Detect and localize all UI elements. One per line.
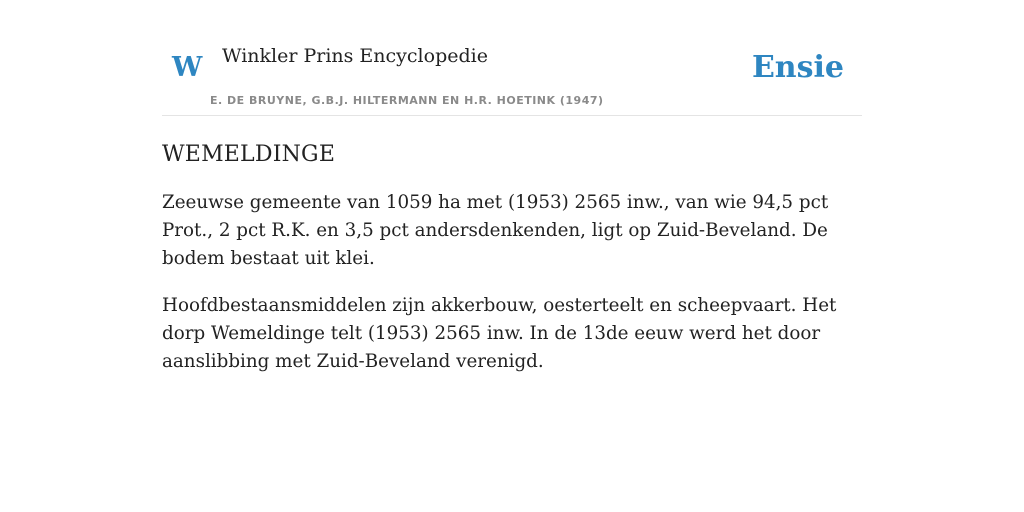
article-paragraph: Zeeuwse gemeente van 1059 ha met (1953) 2565 inw., van wie 94,5 pct Prot., 2 pct R.K. en 3,5 pct andersdenkenden, ligt op Zuid-Beveland. De bodem bestaat uit klei. xyxy=(162,192,829,269)
article-title: WEMELDINGE xyxy=(162,142,336,167)
winkler-prins-logo-icon[interactable]: W xyxy=(172,52,203,83)
ensie-brand-link[interactable]: Ensie xyxy=(751,50,844,85)
article-paragraph: Hoofdbestaansmiddelen zijn akkerbouw, oesterteelt en scheepvaart. Het dorp Wemeldinge telt (1953) 2565 inw. In de 13de eeuw werd het door aanslibbing met Zuid-Beveland verenigd. xyxy=(162,295,837,372)
page-container xyxy=(162,0,862,376)
source-title[interactable]: Winkler Prins Encyclopedie xyxy=(222,45,488,67)
page-header xyxy=(162,0,862,116)
source-authors: E. DE BRUYNE, G.B.J. HILTERMANN EN H.R. HOETINK (1947) xyxy=(210,94,604,107)
